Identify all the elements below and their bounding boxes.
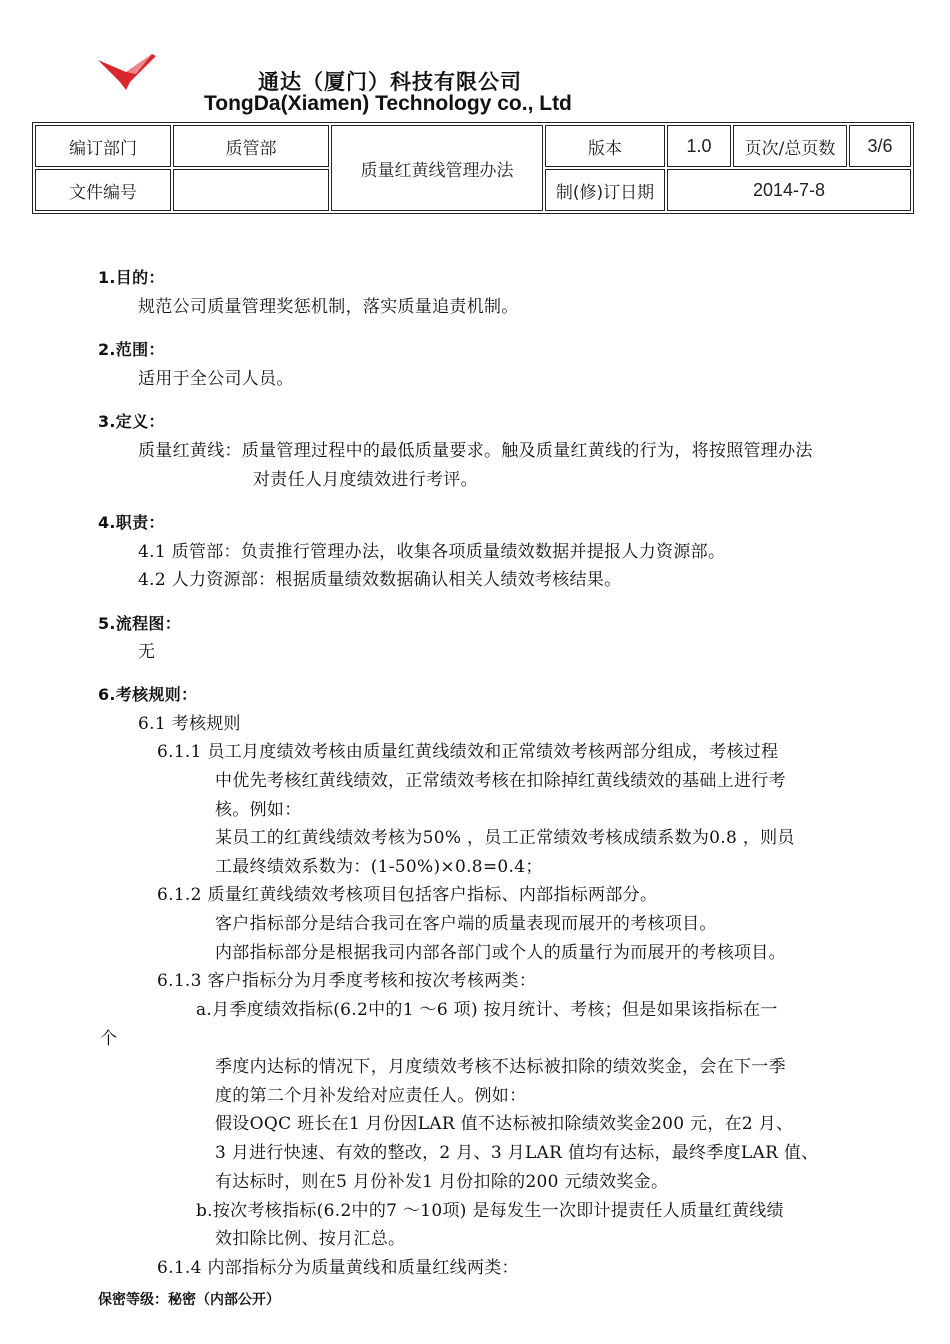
paragraph-line: 质量红黄线：质量管理过程中的最低质量要求。触及质量红黄线的行为，将按照管理办法 [138, 441, 813, 461]
paragraph-line: 核。例如： [215, 800, 302, 820]
paragraph-line: 6.1.4 内部指标分为质量黄线和质量红线两类： [157, 1258, 519, 1278]
paragraph-line: 规范公司质量管理奖惩机制，落实质量追责机制。 [138, 297, 519, 317]
confidentiality-footer: 保密等级：秘密（内部公开） [98, 1292, 280, 1308]
document-header-table [32, 122, 914, 214]
paragraph-line: 4.2 人力资源部：根据质量绩效数据确认相关人绩效考核结果。 [138, 570, 622, 590]
date-label: 制(修)订日期 [545, 169, 665, 211]
paragraph-line: 假设OQC 班长在1 月份因LAR 值不达标被扣除绩效奖金200 元，在2 月、 [215, 1114, 794, 1134]
section-heading: 3.定义： [98, 412, 165, 431]
paragraph-line: 有达标时，则在5 月份补发1 月份扣除的200 元绩效奖金。 [215, 1172, 669, 1192]
paragraph-line: 6.1.2 质量红黄线绩效考核项目包括客户指标、内部指标两部分。 [157, 885, 658, 905]
paragraph-line: 6.1.1 员工月度绩效考核由质量红黄线绩效和正常绩效考核两部分组成，考核过程 [157, 742, 779, 762]
paragraph-line: 无 [138, 642, 156, 662]
section-heading: 5.流程图： [98, 614, 182, 633]
paragraph-line: b.按次考核指标(6.2中的7 ～10项) 是每发生一次即计提责任人质量红黄线绩 [196, 1201, 784, 1221]
paragraph-line: 个 [100, 1029, 118, 1049]
dept-value: 质管部 [173, 125, 329, 167]
paragraph-line: 6.1 考核规则 [138, 714, 241, 734]
fileno-value [173, 169, 329, 211]
dept-label: 编订部门 [35, 125, 171, 167]
paragraph-line: 4.1 质管部：负责推行管理办法，收集各项质量绩效数据并提报人力资源部。 [138, 542, 726, 562]
paragraph-line: 6.1.3 客户指标分为月季度考核和按次考核两类： [157, 971, 537, 991]
paragraph-line: a.月季度绩效指标(6.2中的1 ～6 项) 按月统计、考核；但是如果该指标在一 [196, 1000, 778, 1020]
section-heading: 1.目的： [98, 268, 165, 287]
paragraph-line: 某员工的红黄线绩效考核为50% ，员工正常绩效考核成绩系数为0.8 ，则员 [215, 828, 795, 848]
section-heading: 4.职责： [98, 513, 165, 532]
paragraph-line: 客户指标部分是结合我司在客户端的质量表现而展开的考核项目。 [215, 914, 717, 934]
version-value: 1.0 [667, 125, 731, 167]
company-name-en: TongDa(Xiamen) Technology co., Ltd [204, 92, 572, 115]
company-name-cn: 通达（厦门）科技有限公司 [258, 70, 522, 94]
section-heading: 2.范围： [98, 340, 165, 359]
paragraph-line: 工最终绩效系数为：(1-50%)×0.8=0.4； [215, 857, 543, 877]
date-value: 2014-7-8 [667, 169, 911, 211]
paragraph-line: 3 月进行快速、有效的整改，2 月、3 月LAR 值均有达标，最终季度LAR 值、 [215, 1143, 819, 1163]
paragraph-line: 内部指标部分是根据我司内部各部门或个人的质量行为而展开的考核项目。 [215, 943, 786, 963]
paragraph-line: 效扣除比例、按月汇总。 [215, 1229, 406, 1249]
paragraph-line: 度的第二个月补发给对应责任人。例如： [215, 1086, 527, 1106]
doc-title: 质量红黄线管理办法 [331, 125, 543, 211]
paragraph-line: 对责任人月度绩效进行考评。 [253, 470, 478, 490]
section-heading: 6.考核规则： [98, 685, 198, 704]
company-logo [96, 52, 158, 92]
page-label: 页次/总页数 [733, 125, 847, 167]
page-value: 3/6 [849, 125, 911, 167]
version-label: 版本 [545, 125, 665, 167]
paragraph-line: 季度内达标的情况下，月度绩效考核不达标被扣除的绩效奖金，会在下一季 [215, 1057, 786, 1077]
fileno-label: 文件编号 [35, 169, 171, 211]
paragraph-line: 中优先考核红黄线绩效，正常绩效考核在扣除掉红黄线绩效的基础上进行考 [215, 771, 786, 791]
paragraph-line: 适用于全公司人员。 [138, 369, 294, 389]
